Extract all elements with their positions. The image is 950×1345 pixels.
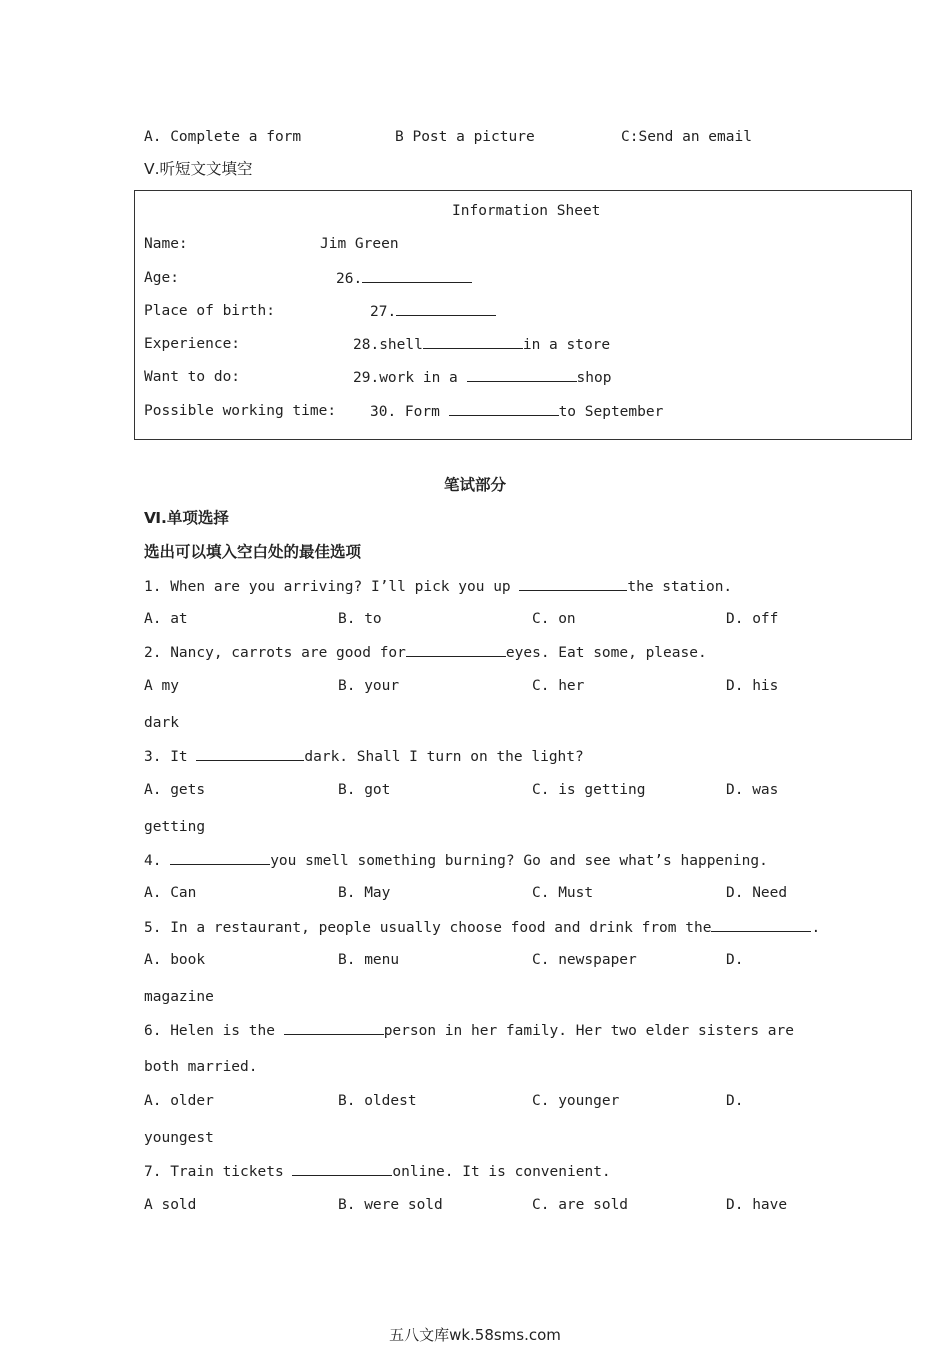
q6-option-c[interactable]: C. younger — [532, 1093, 620, 1109]
question-text: online. It is convenient. — [392, 1164, 611, 1180]
q4-option-c[interactable]: C. Must — [532, 885, 594, 901]
question-6 — [144, 1021, 794, 1040]
question-6-line-2: both married. — [144, 1059, 258, 1075]
section-5-title: Ⅴ.听短文文填空 — [144, 160, 253, 178]
answer-blank[interactable] — [362, 269, 472, 283]
q5-option-d[interactable]: D. — [726, 952, 744, 968]
answer-blank[interactable] — [170, 851, 270, 865]
q5-option-c[interactable]: C. newspaper — [532, 952, 637, 968]
q6-option-d[interactable]: D. — [726, 1093, 744, 1109]
sheet-item-age — [336, 269, 472, 288]
answer-blank[interactable] — [423, 335, 523, 349]
sheet-item-experience — [353, 335, 610, 354]
listening-option-a: A. Complete a form — [144, 129, 302, 145]
sheet-item-birthplace — [370, 302, 496, 321]
q3-option-b[interactable]: B. got — [338, 782, 391, 798]
q7-option-d[interactable]: D. have — [726, 1197, 788, 1213]
q5-option-b[interactable]: B. menu — [338, 952, 400, 968]
question-3 — [144, 747, 584, 766]
question-text: 3. It — [144, 749, 197, 765]
q7-option-a[interactable]: A sold — [144, 1197, 197, 1213]
q2-option-b[interactable]: B. your — [338, 678, 400, 694]
sheet-item-time — [370, 402, 663, 421]
section-6-title: Ⅵ.单项选择 — [144, 509, 229, 527]
question-1 — [144, 577, 732, 596]
question-2 — [144, 643, 707, 662]
section-6-instruction: 选出可以填入空白处的最佳选项 — [144, 543, 362, 561]
question-text: 6. Helen is the — [144, 1023, 284, 1039]
listening-option-c: C:Send an email — [621, 129, 752, 145]
written-part-title: 笔试部分 — [443, 476, 506, 494]
q5-option-a[interactable]: A. book — [144, 952, 206, 968]
question-text: the station. — [627, 579, 733, 595]
information-sheet-title: Information Sheet — [452, 203, 601, 219]
sheet-label-time: Possible working time: — [144, 403, 337, 419]
sheet-label-experience: Experience: — [144, 336, 241, 352]
q3-option-a[interactable]: A. gets — [144, 782, 206, 798]
q5-option-wrap: magazine — [144, 989, 214, 1005]
answer-blank[interactable] — [711, 918, 811, 932]
q3-option-wrap: getting — [144, 819, 206, 835]
listening-option-b: B Post a picture — [395, 129, 535, 145]
q6-option-wrap: youngest — [144, 1130, 214, 1146]
q1-option-a[interactable]: A. at — [144, 611, 188, 627]
sheet-label-want: Want to do: — [144, 369, 241, 385]
footer-watermark: 五八文库wk.58sms.com — [389, 1326, 561, 1344]
sheet-text: 28.shell — [353, 337, 423, 353]
answer-blank[interactable] — [292, 1162, 392, 1176]
q7-option-c[interactable]: C. are sold — [532, 1197, 629, 1213]
question-text: 2. Nancy, carrots are good for — [144, 645, 406, 661]
question-text: you smell something burning? Go and see what’s happening. — [270, 853, 768, 869]
question-5 — [144, 918, 820, 937]
answer-blank[interactable] — [406, 643, 506, 657]
q1-option-c[interactable]: C. on — [532, 611, 576, 627]
sheet-text: 29.work in a — [353, 370, 467, 386]
sheet-value-age: 26. — [336, 271, 363, 287]
q2-option-a[interactable]: A my — [144, 678, 179, 694]
q6-option-b[interactable]: B. oldest — [338, 1093, 417, 1109]
sheet-label-birthplace: Place of birth: — [144, 303, 275, 319]
question-text: 1. When are you arriving? I’ll pick you up — [144, 579, 520, 595]
q4-option-d[interactable]: D. Need — [726, 885, 788, 901]
question-text: eyes. Eat some, please. — [505, 645, 707, 661]
question-text: dark. Shall I turn on the light? — [304, 749, 584, 765]
q6-option-a[interactable]: A. older — [144, 1093, 214, 1109]
sheet-text: 30. Form — [370, 404, 449, 420]
q1-option-b[interactable]: B. to — [338, 611, 382, 627]
question-text: 7. Train tickets — [144, 1164, 293, 1180]
q7-option-b[interactable]: B. were sold — [338, 1197, 443, 1213]
answer-blank[interactable] — [284, 1021, 384, 1035]
q4-option-a[interactable]: A. Can — [144, 885, 197, 901]
sheet-text: in a store — [522, 337, 611, 353]
question-7 — [144, 1162, 611, 1181]
sheet-text: shop — [576, 370, 612, 386]
q3-option-d[interactable]: D. was — [726, 782, 779, 798]
q2-option-wrap: dark — [144, 715, 179, 731]
answer-blank[interactable] — [196, 747, 304, 761]
question-text: 4. — [144, 853, 171, 869]
answer-blank[interactable] — [519, 577, 627, 591]
question-text: person in her family. Her two elder sisters are — [383, 1023, 794, 1039]
sheet-text: to September — [558, 404, 664, 420]
q1-option-d[interactable]: D. off — [726, 611, 779, 627]
q4-option-b[interactable]: B. May — [338, 885, 391, 901]
question-4 — [144, 851, 768, 870]
sheet-value-name: Jim Green — [320, 236, 399, 252]
q2-option-d[interactable]: D. his — [726, 678, 779, 694]
answer-blank[interactable] — [449, 402, 559, 416]
sheet-value-birthplace: 27. — [370, 304, 397, 320]
answer-blank[interactable] — [467, 368, 577, 382]
question-text: 5. In a restaurant, people usually choose food and drink from the — [144, 920, 712, 936]
sheet-item-want — [353, 368, 611, 387]
q3-option-c[interactable]: C. is getting — [532, 782, 646, 798]
question-text: . — [811, 920, 821, 936]
answer-blank[interactable] — [396, 302, 496, 316]
sheet-label-age: Age: — [144, 270, 179, 286]
sheet-label-name: Name: — [144, 236, 188, 252]
q2-option-c[interactable]: C. her — [532, 678, 585, 694]
